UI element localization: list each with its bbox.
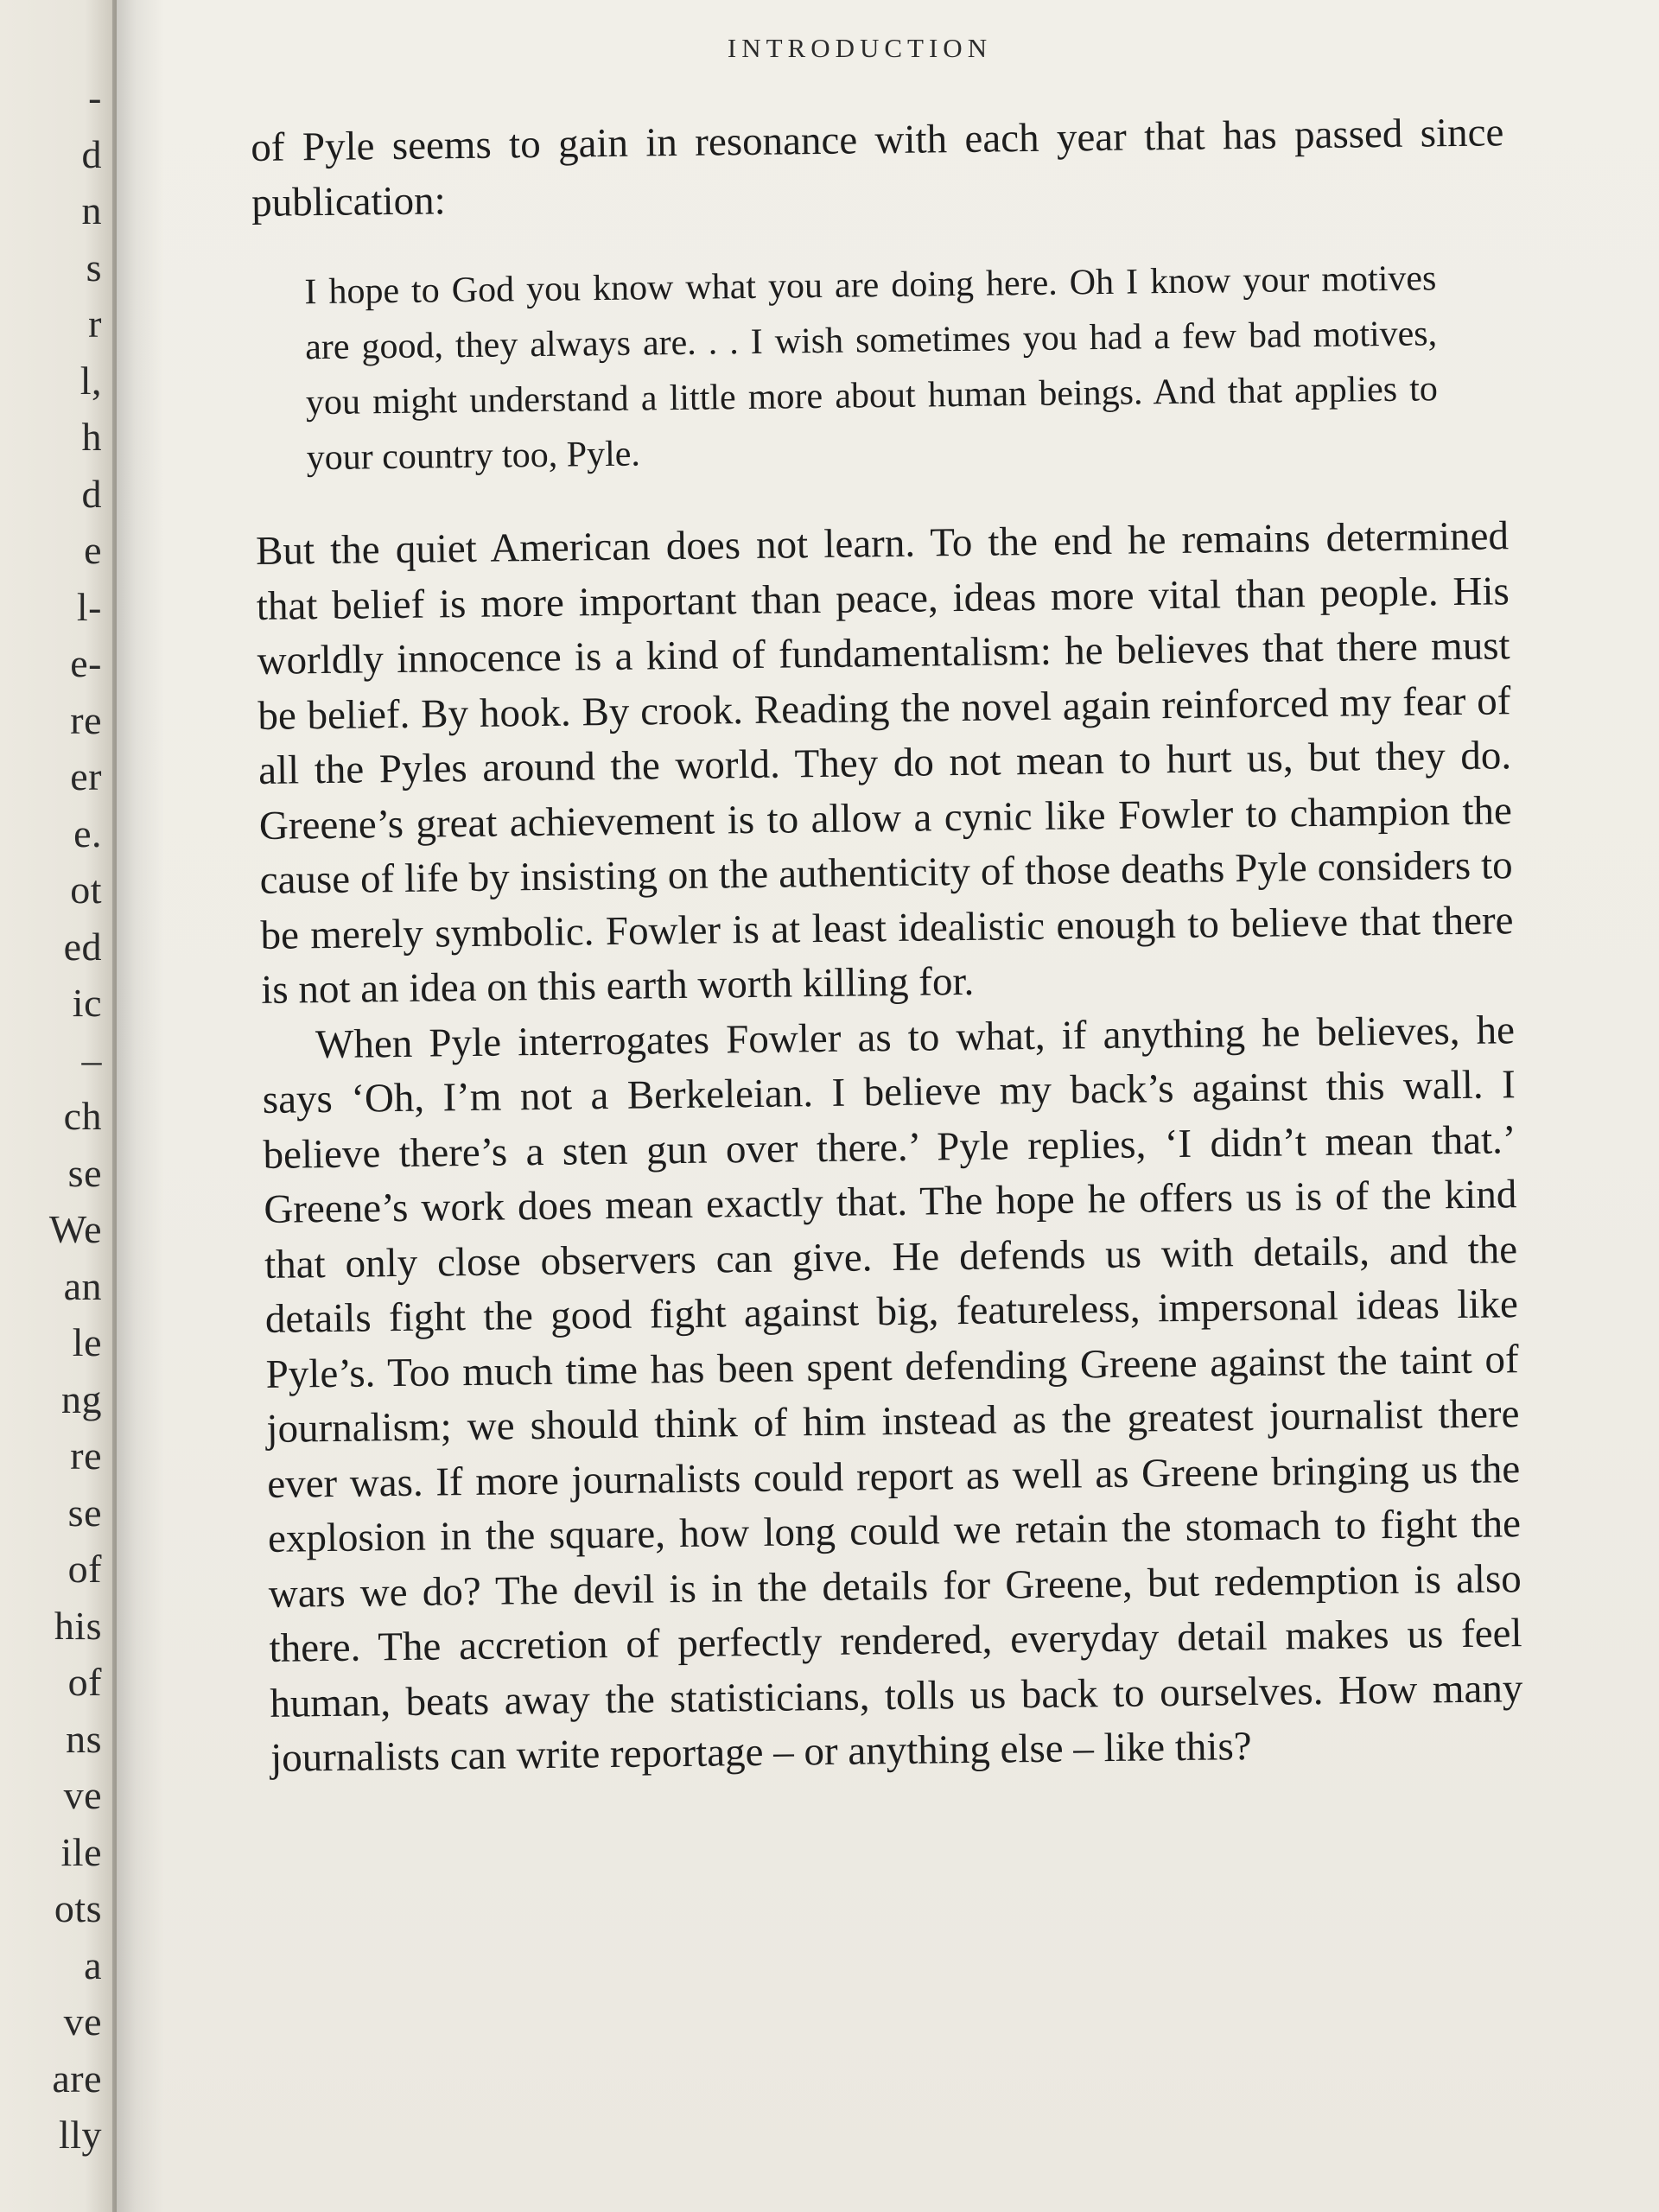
facing-page-line-fragment: ns xyxy=(66,1717,102,1761)
facing-page-line-fragment: an xyxy=(63,1264,102,1308)
facing-page-line-fragment: d xyxy=(81,132,102,176)
facing-page-line-fragment: n xyxy=(81,188,102,232)
facing-page-line-fragment: l, xyxy=(79,359,102,403)
opening-paragraph: of Pyle seems to gain in resonance with each year that has passed since publication: xyxy=(251,110,1504,226)
facing-page-line-fragment: a xyxy=(84,1943,102,1987)
facing-page-line-fragment: l- xyxy=(76,585,102,629)
body-paragraph: When Pyle interrogates Fowler as to what, if anything he believes, he says ‘Oh, I’m not a Berkeleian. I believe my back’s against this wall. I believe there’s a sten gun over there.’ Pyle replies, ‘I didn’t mean that.’ Greene’s work does mean exactly that. The hope he offers us is of the kind that only close observers can give. He defends us with details, and the details fight the good fight against big, featureless, impersonal ideas like Pyle’s. Too much time has been spent defending Greene against the taint of journalism; we should think of him instead as the greatest journalist there ever was. If more journalists could report as well as Greene bringing us the explosion in the square, how long could we retain the stomach to fight the wars we do? The devil is in the details for Greene, but redemption is also there. The accretion of perfectly rendered, everyday detail makes us feel human, beats away the statisticians, tolls us back to ourselves. How many journalists can write reportage – or anything else – like this? xyxy=(262,1007,1523,1781)
facing-page-line-fragment: ch xyxy=(63,1094,102,1138)
page-body xyxy=(251,105,1523,1786)
facing-page-line-fragment: e xyxy=(84,528,102,572)
facing-page-line-fragment: ve xyxy=(63,1773,102,1817)
facing-page-line-fragment: are xyxy=(52,2056,102,2101)
facing-page-line-fragment: of xyxy=(67,1547,102,1591)
facing-page-line-fragment: h xyxy=(81,415,102,459)
facing-page-line-fragment: le xyxy=(72,1320,102,1364)
facing-page-line-fragment: s xyxy=(86,245,102,289)
previous-page-edge xyxy=(0,0,121,2212)
facing-page-line-fragment: ile xyxy=(60,1830,102,1874)
facing-page-line-fragment: of xyxy=(67,1660,102,1704)
facing-page-line-fragment: e. xyxy=(73,811,102,855)
facing-page-line-fragment: ed xyxy=(63,925,102,969)
facing-page-line-fragment: se xyxy=(67,1151,102,1195)
facing-page-line-fragment: er xyxy=(70,754,102,798)
facing-page-line-fragment: r xyxy=(88,302,102,346)
running-head: INTRODUCTION xyxy=(727,33,993,63)
facing-page-line-fragment: his xyxy=(54,1604,102,1648)
facing-page-line-fragment: ve xyxy=(63,1999,102,2044)
facing-page-line-fragment: re xyxy=(70,698,102,742)
facing-page-line-fragment: se xyxy=(67,1491,102,1535)
facing-page-line-fragment: re xyxy=(70,1433,102,1478)
facing-page-line-fragment: ots xyxy=(54,1886,102,1930)
facing-page-line-fragment: – xyxy=(81,1038,102,1082)
facing-page-line-fragment: ng xyxy=(61,1377,102,1421)
facing-page-line-fragment: ic xyxy=(72,981,102,1025)
book-page xyxy=(117,0,1659,2212)
facing-page-line-fragment: - xyxy=(88,75,102,119)
body-paragraph: But the quiet American does not learn. To the end he remains determined that belief is more important than peace, ideas more vital than people. His worldly innocence is a kind of fundamentalism: he believes that there must be belief. By hook. By crook. Reading the novel again reinforced my fear of all the Pyles around the world. They do not mean to hurt us, but they do. Greene’s great achievement is to allow a cynic like Fowler to champion the cause of life by insisting on the authenticity of those deaths Pyle considers to be merely symbolic. Fowler is at least idealistic enough to believe that there is not an idea on this earth worth killing for. xyxy=(255,513,1514,1013)
facing-page-line-fragment: We xyxy=(48,1207,102,1251)
facing-page-line-fragment: d xyxy=(81,472,102,516)
facing-page-line-fragment: lly xyxy=(58,2113,102,2157)
block-quote: I hope to God you know what you are doing here. Oh I know your motives are good, they always are. . . I wish sometimes you had a few bad motives, you might understand a little more about human beings. And that applies to your country too, Pyle. xyxy=(304,258,1439,479)
facing-page-line-fragment: e- xyxy=(70,641,102,685)
facing-page-line-fragment: ot xyxy=(70,868,102,912)
